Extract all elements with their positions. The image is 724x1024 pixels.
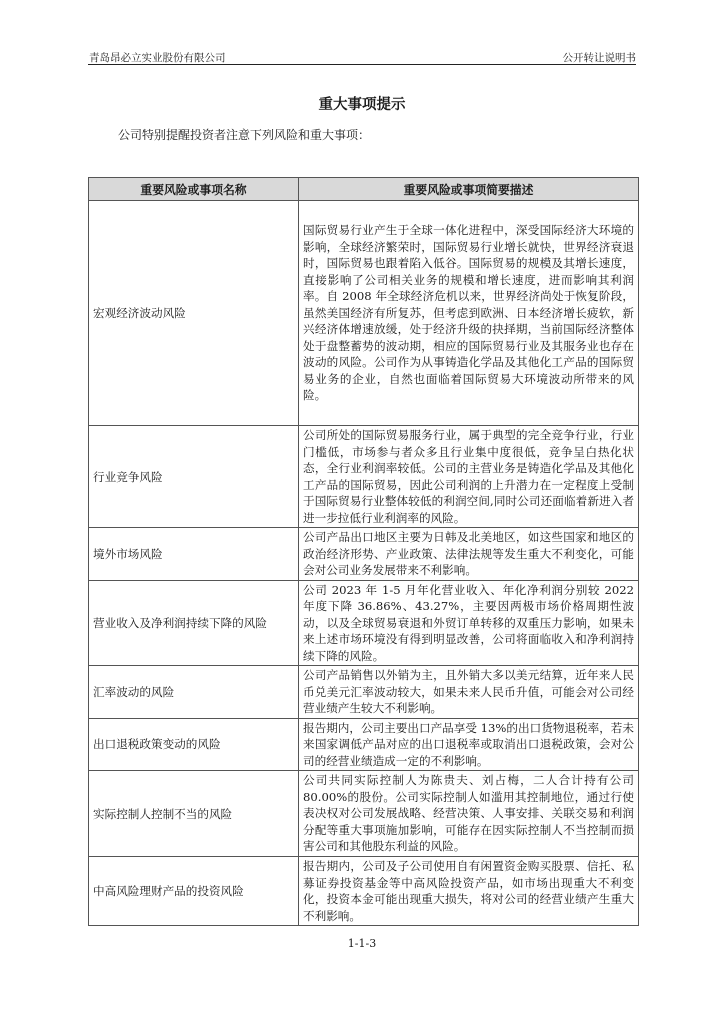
intro-text: 公司特别提醒投资者注意下列风险和重大事项：: [118, 128, 371, 142]
risk-table: [88, 177, 639, 926]
risk-description: 公司 2023 年 1-5 月年化营业收入、年化净利润分别较 2022 年度下降 36.86%、43.27%，主要因两极市场价格周期性波动，以及全球贸易衰退和外贸订单转移的双重压力影响，如果未来上述市场环境没有得到明显改善，公司将面临收入和净利润持续下降的风险。: [299, 580, 639, 666]
table-row: [89, 666, 639, 719]
page-title: 重大事项提示: [318, 96, 406, 113]
page-number: 1-1-3: [347, 937, 377, 950]
table-row: [89, 201, 639, 426]
column-header-risk-name: 重要风险或事项名称: [89, 178, 299, 201]
header-divider: [88, 64, 636, 65]
risk-name: 汇率波动的风险: [89, 666, 299, 719]
risk-description: 公司产品出口地区主要为日韩及北美地区，如这些国家和地区的政治经济形势、产业政策、法律法规等发生重大不利变化，可能会对公司业务发展带来不利影响。: [299, 528, 639, 581]
table-row: [89, 426, 639, 528]
risk-name: 实际控制人控制不当的风险: [89, 771, 299, 857]
risk-description: 国际贸易行业产生于全球一体化进程中，深受国际经济大环境的影响，全球经济繁荣时，国际贸易行业增长就快，世界经济衰退时，国际贸易也跟着陷入低谷。国际贸易的规模及其增长速度，直接影响了公司相关业务的规模和增长速度，进而影响其利润率。自 2008 年全球经济危机以来，世界经济尚处于恢复阶段，虽然美国经济有所复苏，但考虑到欧洲、日本经济增长疲软，新兴经济体增速放缓，处于经济升级的抉择期，当前国际经济整体处于盘整蓄势的波动期，相应的国际贸易行业及其服务业也存在波动的风险。公司作为从事铸造化学品及其他化工产品的国际贸易业务的企业，自然也面临着国际贸易大环境波动所带来的风险。: [299, 201, 639, 426]
column-header-risk-description: 重要风险或事项简要描述: [299, 178, 639, 201]
risk-name: 境外市场风险: [89, 528, 299, 581]
table-row: [89, 718, 639, 771]
risk-description: 报告期内，公司及子公司使用自有闲置资金购买股票、信托、私募证券投资基金等中高风险投资产品，如市场出现重大不利变化，投资本金可能出现重大损失，将对公司的经营业绩产生重大不利影响。: [299, 857, 639, 926]
table-row: [89, 857, 639, 926]
header-company-name: 青岛昂必立实业股份有限公司: [89, 52, 226, 64]
table-row: [89, 528, 639, 581]
risk-name: 中高风险理财产品的投资风险: [89, 857, 299, 926]
risk-name: 出口退税政策变动的风险: [89, 718, 299, 771]
table-header-row: [89, 178, 639, 201]
table-row: [89, 580, 639, 666]
header-document-type: 公开转让说明书: [562, 52, 636, 64]
risk-description: 报告期内，公司主要出口产品享受 13%的出口货物退税率，若未来国家调低产品对应的出口退税率或取消出口退税政策，会对公司的经营业绩造成一定的不利影响。: [299, 718, 639, 771]
risk-description: 公司产品销售以外销为主，且外销大多以美元结算，近年来人民币兑美元汇率波动较大，如果未来人民币升值，可能会对公司经营业绩产生较大不利影响。: [299, 666, 639, 719]
risk-description: 公司共同实际控制人为陈贵夫、刘占梅，二人合计持有公司 80.00%的股份。公司实际控制人如滥用其控制地位，通过行使表决权对公司发展战略、经营决策、人事安排、关联交易和利润分配等重大事项施加影响，可能存在因实际控制人不当控制而损害公司和其他股东利益的风险。: [299, 771, 639, 857]
risk-name: 行业竞争风险: [89, 426, 299, 528]
table-row: [89, 771, 639, 857]
risk-name: 营业收入及净利润持续下降的风险: [89, 580, 299, 666]
risk-description: 公司所处的国际贸易服务行业，属于典型的完全竞争行业，行业门槛低，市场参与者众多且行业集中度很低，竞争呈白热化状态，全行业利润率较低。公司的主营业务是铸造化学品及其他化工产品的国际贸易，因此公司利润的上升潜力在一定程度上受制于国际贸易行业整体较低的利润空间,同时公司还面临着新进入者进一步拉低行业利润率的风险。: [299, 426, 639, 528]
risk-name: 宏观经济波动风险: [89, 201, 299, 426]
